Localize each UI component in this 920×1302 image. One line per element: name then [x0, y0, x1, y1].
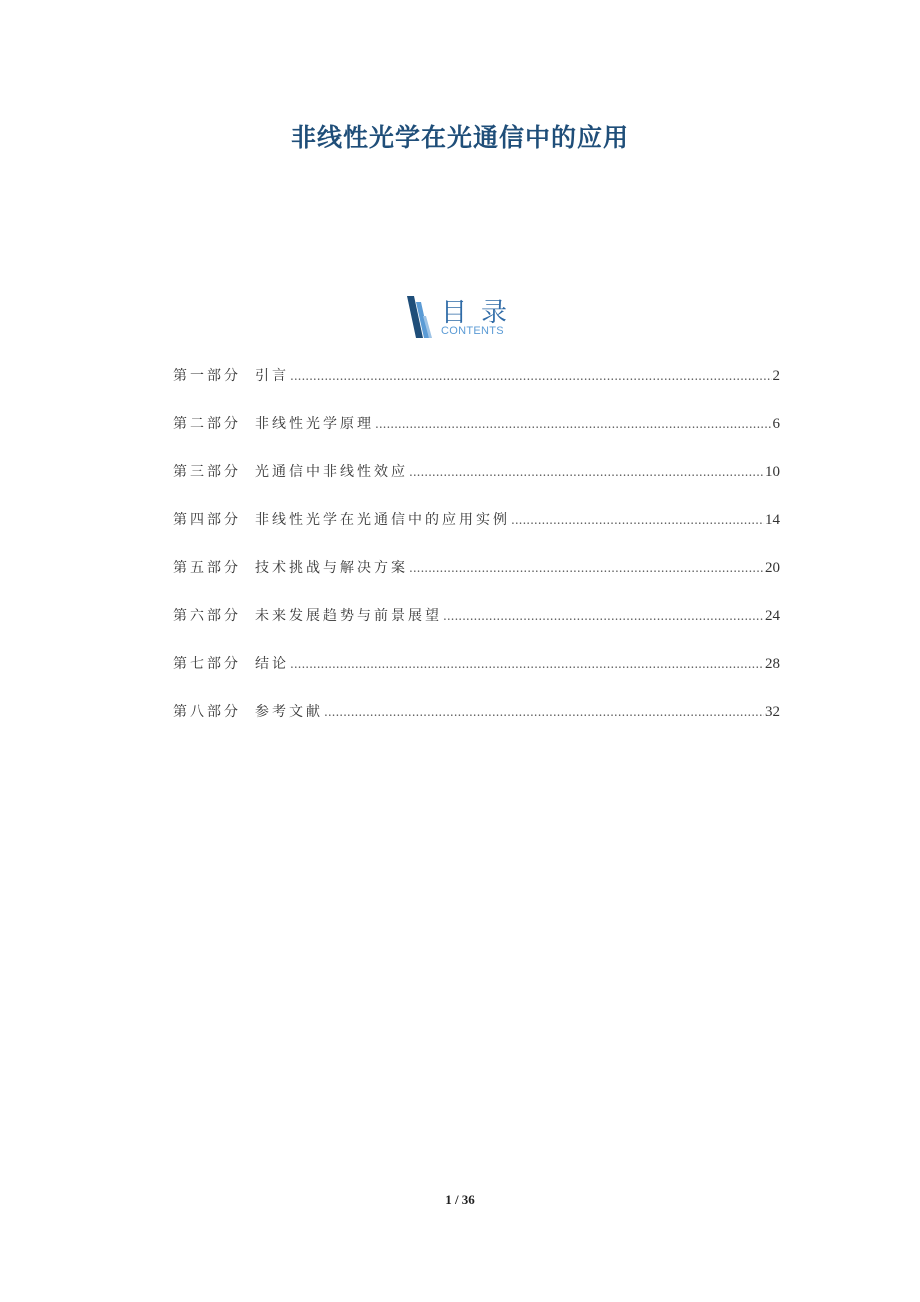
toc-entry-page-number: 2 — [772, 368, 780, 384]
toc-entry-part: 第七部分 — [173, 656, 241, 672]
toc-entry-title: 非线性光学在光通信中的应用实例 — [255, 512, 510, 528]
toc-entry-page-number: 24 — [765, 608, 780, 624]
toc-entry-title: 非线性光学原理 — [255, 416, 374, 432]
toc-entry[interactable] — [173, 509, 780, 533]
toc-entry-part: 第一部分 — [173, 368, 241, 384]
toc-dot-leader — [511, 513, 764, 527]
toc-entry-title: 光通信中非线性效应 — [255, 464, 408, 480]
toc-header — [405, 292, 535, 340]
toc-entry-page-number: 32 — [765, 704, 780, 720]
toc-entry-part: 第三部分 — [173, 464, 241, 480]
toc-entry-page-number: 28 — [765, 656, 780, 672]
toc-entry-part: 第五部分 — [173, 560, 241, 576]
toc-dot-leader — [409, 561, 764, 575]
toc-entry[interactable] — [173, 605, 780, 629]
toc-entry-page-number: 20 — [765, 560, 780, 576]
toc-dot-leader — [375, 417, 772, 431]
toc-subheading: CONTENTS — [441, 325, 504, 337]
toc-entry-part: 第六部分 — [173, 608, 241, 624]
toc-entry[interactable] — [173, 557, 780, 581]
toc-dot-leader — [290, 657, 764, 671]
contents-logo-icon — [405, 296, 435, 338]
document-title: 非线性光学在光通信中的应用 — [290, 123, 629, 152]
toc-dot-leader — [324, 705, 764, 719]
toc-dot-leader — [290, 369, 772, 383]
toc-entry[interactable] — [173, 413, 780, 437]
toc-entry-page-number: 6 — [772, 416, 780, 432]
toc-entry[interactable] — [173, 365, 780, 389]
toc-entry-part: 第二部分 — [173, 416, 241, 432]
toc-entry-title: 未来发展趋势与前景展望 — [255, 608, 442, 624]
toc-entry-title: 结论 — [255, 656, 289, 672]
toc-dot-leader — [409, 465, 764, 479]
toc-entry-page-number: 14 — [765, 512, 780, 528]
toc-entry-title: 参考文献 — [255, 704, 323, 720]
toc-heading: 目录 — [441, 298, 522, 328]
toc-list — [173, 365, 780, 749]
toc-entry[interactable] — [173, 701, 780, 725]
toc-dot-leader — [443, 609, 764, 623]
toc-entry[interactable] — [173, 653, 780, 677]
toc-entry-title: 引言 — [255, 368, 289, 384]
toc-entry-part: 第八部分 — [173, 704, 241, 720]
toc-entry-part: 第四部分 — [173, 512, 241, 528]
page-indicator: 1 / 36 — [445, 1192, 475, 1207]
toc-entry-title: 技术挑战与解决方案 — [255, 560, 408, 576]
toc-entry[interactable] — [173, 461, 780, 485]
toc-entry-page-number: 10 — [765, 464, 780, 480]
